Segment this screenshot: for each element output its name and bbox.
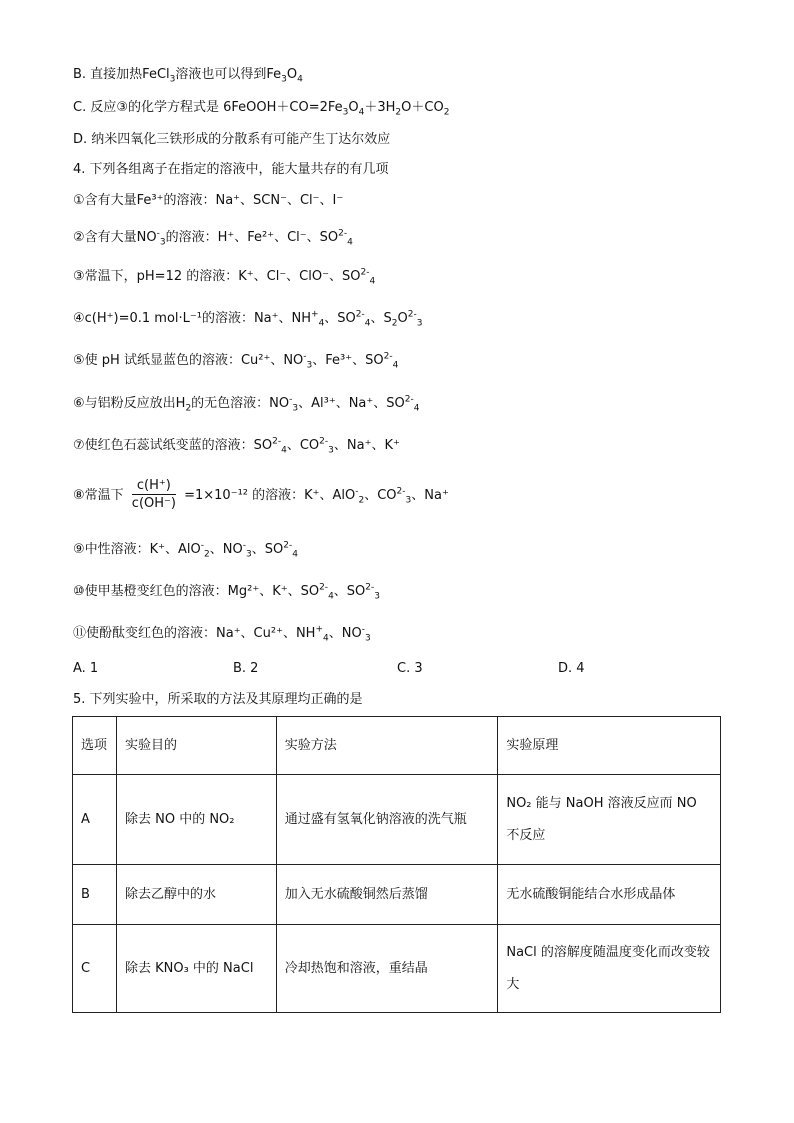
concentration-ratio-fraction: $\frac{c(H^+)}{c(OH^-)}$ (131, 478, 176, 511)
option-b[interactable]: B. 2 (233, 661, 259, 676)
option-d[interactable]: D. 4 (558, 661, 585, 676)
answer-options (73, 661, 723, 679)
table-row: A 除去 NO 中的 NO₂ 通过盛有氢氧化钠溶液的洗气瓶 NO₂ 能与 NaOH 溶液反应而 NO 不反应 (73, 775, 721, 865)
table-header-row (73, 717, 721, 775)
header-goal: 实验目的 (116, 717, 276, 775)
header-method: 实验方法 (276, 717, 498, 775)
question-5-stem: 5. 下列实验中，所采取的方法及其原理均正确的是 (73, 692, 363, 707)
item-3: ③常温下，pH=12 的溶液：K⁺、Cl⁻、ClO⁻、$SO^{2-}_4$ (73, 267, 376, 287)
experiment-table (72, 716, 721, 1013)
header-principle: 实验原理 (498, 717, 721, 775)
header-option: 选项 (73, 717, 117, 775)
question-4-stem: 4. 下列各组离子在指定的溶液中，能大量共存的有几项 (73, 162, 389, 177)
option-c-line: C. 反应③的化学方程式是 $6FeOOH+CO=2Fe_3O_4+3H_2O+CO_2$ (73, 100, 450, 118)
option-d-line: D. 纳米四氧化三铁形成的分散系有可能产生丁达尔效应 (73, 132, 391, 147)
item-7: ⑦使红色石蕊试纸变蓝的溶液：$SO^{2-}_4$、$CO^{2-}_3$、Na⁺、K⁺ (73, 436, 400, 456)
table-row: C 除去 KNO₃ 中的 NaCl 冷却热饱和溶液，重结晶 NaCl 的溶解度随温度变化而改变较大 (73, 925, 721, 1013)
table-row: B 除去乙醇中的水 加入无水硫酸铜然后蒸馏 无水硫酸铜能结合水形成晶体 (73, 865, 721, 925)
item-5: ⑤使 pH 试纸显蓝色的溶液：Cu²⁺、$NO^-_3$、Fe³⁺、$SO^{2-}_4$ (73, 351, 399, 371)
option-c[interactable]: C. 3 (397, 661, 423, 676)
option-a[interactable]: A. 1 (73, 661, 99, 676)
item-9: ⑨中性溶液：K⁺、AlO-$_2$、$NO^-_3$、$SO^{2-}_4$ (73, 540, 298, 560)
item-8: ⑧常温下 $\frac{c(H^+)}{c(OH^-)}$ =1×10⁻¹² 的溶液：K⁺、AlO-$_2$、$CO^{2-}_3$、Na⁺ (73, 478, 449, 511)
item-2: ②含有大量$NO^-_3$的溶液：H⁺、Fe²⁺、Cl⁻、$SO^{2-}_4$ (73, 228, 353, 248)
item-11: ⑪使酚酞变红色的溶液：Na⁺、Cu²⁺、$NH^+_4$、$NO^-_3$ (73, 624, 371, 644)
item-10: ⑩使甲基橙变红色的溶液：Mg²⁺、K⁺、$SO^{2-}_4$、$SO^{2-}_3$ (73, 582, 381, 602)
item-6: ⑥与铝粉反应放出$H_2$的无色溶液：$NO^-_3$、Al³⁺、Na⁺、$SO^{2-}_4$ (73, 394, 420, 414)
item-4: ④c(H⁺)=0.1 mol·L⁻¹的溶液：Na⁺、$NH^+_4$、$SO^{2-}_4$、$S_2O^{2-}_3$ (73, 309, 423, 329)
item-1: ①含有大量Fe³⁺的溶液：Na⁺、SCN⁻、Cl⁻、I⁻ (73, 193, 344, 208)
option-b-line: B. 直接加热FeCl$_3$溶液也可以得到$Fe_3O_4$ (73, 67, 303, 85)
